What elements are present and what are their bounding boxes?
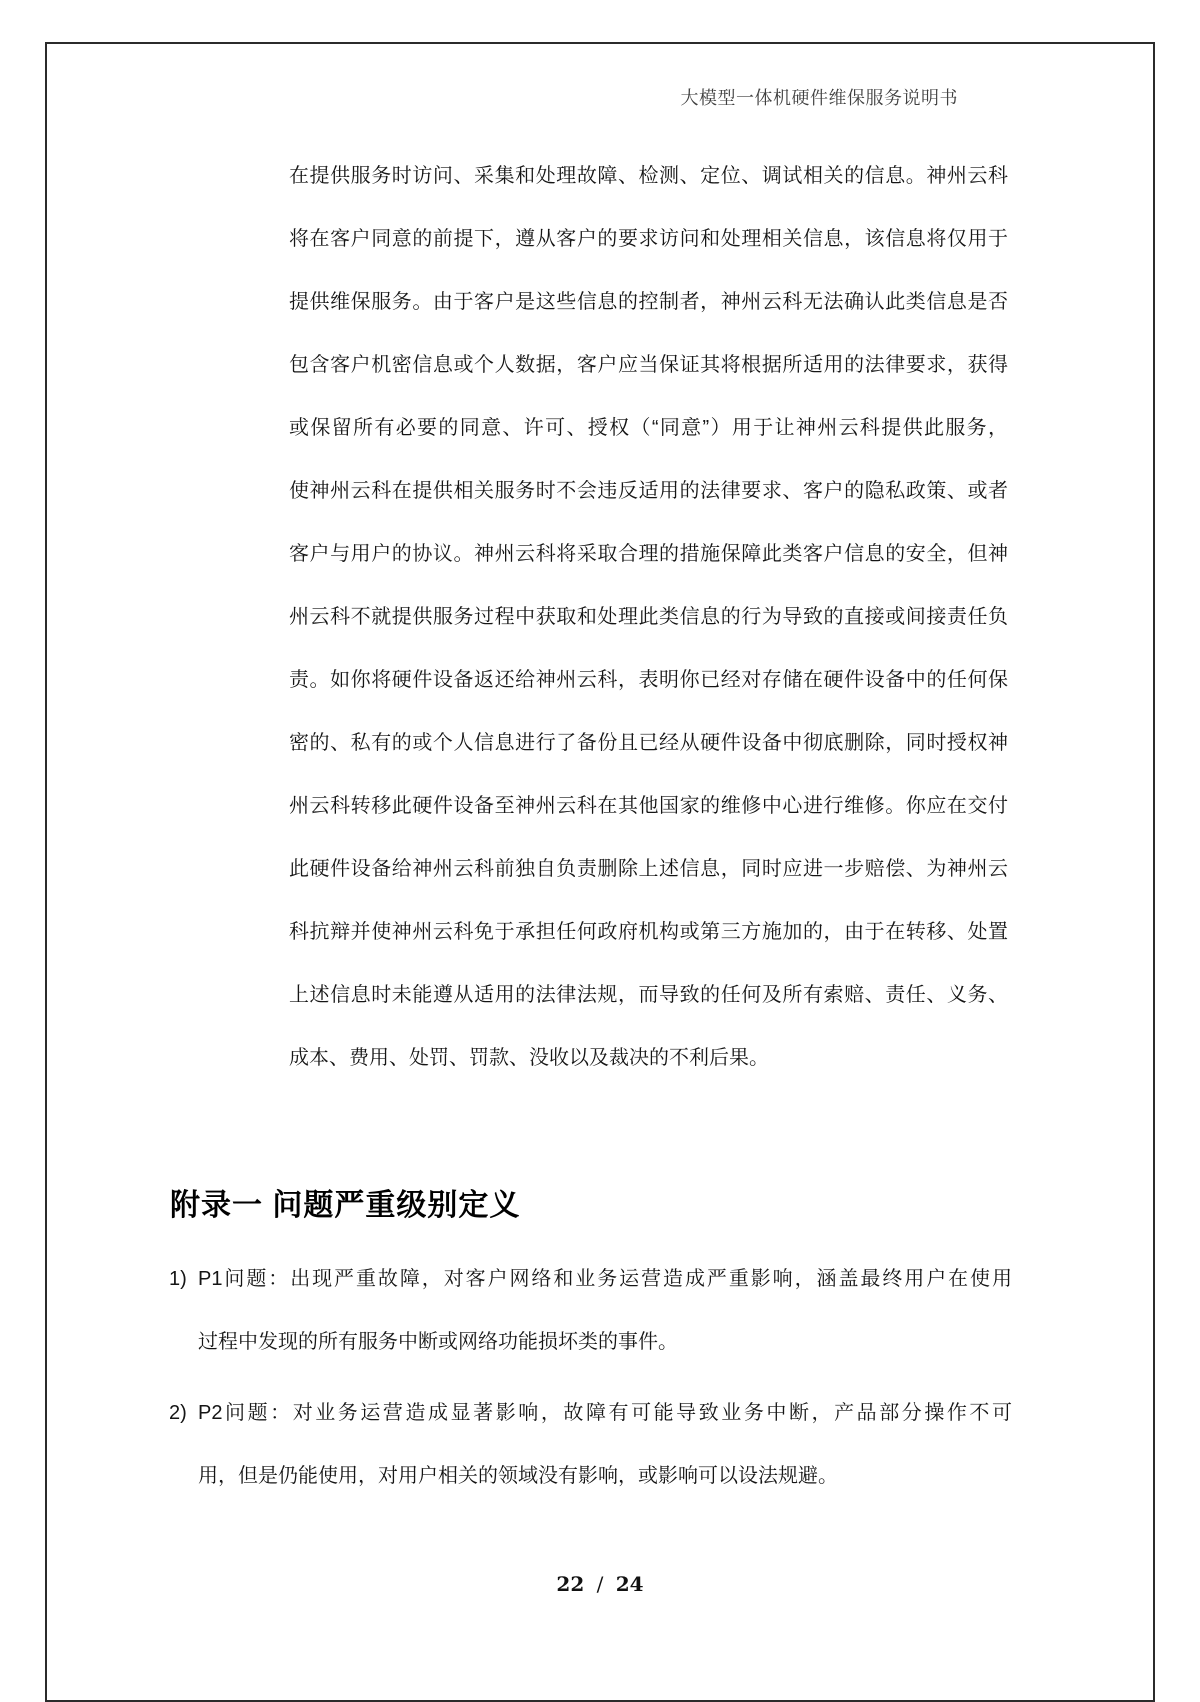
text-line: 密的、私有的或个人信息进行了备份且已经从硬件设备中彻底删除，同时授权神	[289, 732, 1008, 754]
list-item-text	[198, 1248, 1012, 1374]
text-line: 上述信息时未能遵从适用的法律法规，而导致的任何及所有索赔、责任、义务、	[289, 984, 1008, 1006]
body-paragraph	[289, 145, 1008, 1090]
page-number	[0, 1572, 1200, 1596]
text-line: 用，但是仍能使用，对用户相关的领域没有影响，或影响可以设法规避。	[198, 1465, 838, 1487]
text-line: 或保留所有必要的同意、许可、授权（“同意”）用于让神州云科提供此服务，	[289, 417, 1008, 439]
appendix-list	[169, 1248, 1012, 1516]
text-line: 州云科不就提供服务过程中获取和处理此类信息的行为导致的直接或间接责任负	[289, 606, 1008, 628]
list-item-marker: 1)	[169, 1268, 187, 1290]
text-line: 州云科转移此硬件设备至神州云科在其他国家的维修中心进行维修。你应在交付	[289, 795, 1008, 817]
text-line: 此硬件设备给神州云科前独自负责删除上述信息，同时应进一步赔偿、为神州云	[289, 858, 1008, 880]
list-item-text	[198, 1382, 1012, 1508]
text-line: P2问题：对业务运营造成显著影响，故障有可能导致业务中断，产品部分操作不可	[198, 1402, 1012, 1424]
list-item-p1	[169, 1248, 1012, 1374]
text-line: 科抗辩并使神州云科免于承担任何政府机构或第三方施加的，由于在转移、处置	[289, 921, 1008, 943]
appendix-heading: 附录一 问题严重级别定义	[170, 1189, 521, 1222]
text-line: 成本、费用、处罚、罚款、没收以及裁决的不利后果。	[289, 1047, 769, 1069]
text-line: 提供维保服务。由于客户是这些信息的控制者，神州云科无法确认此类信息是否	[289, 291, 1008, 313]
text-line: 使神州云科在提供相关服务时不会违反适用的法律要求、客户的隐私政策、或者	[289, 480, 1008, 502]
page-number-separator: /	[596, 1572, 604, 1596]
text-line: 客户与用户的协议。神州云科将采取合理的措施保障此类客户信息的安全，但神	[289, 543, 1008, 565]
text-line: 过程中发现的所有服务中断或网络功能损坏类的事件。	[198, 1331, 678, 1353]
current-page-number: 22	[556, 1572, 585, 1596]
list-item-marker: 2)	[169, 1402, 187, 1424]
text-line: 包含客户机密信息或个人数据，客户应当保证其将根据所适用的法律要求，获得	[289, 354, 1008, 376]
text-line: 将在客户同意的前提下，遵从客户的要求访问和处理相关信息，该信息将仅用于	[289, 228, 1008, 250]
text-line: 在提供服务时访问、采集和处理故障、检测、定位、调试相关的信息。神州云科	[289, 165, 1008, 187]
list-item-p2	[169, 1382, 1012, 1508]
page-header-title: 大模型一体机硬件维保服务说明书	[680, 88, 958, 108]
text-line: P1问题：出现严重故障，对客户网络和业务运营造成严重影响，涵盖最终用户在使用	[198, 1268, 1012, 1290]
text-line: 责。如你将硬件设备返还给神州云科，表明你已经对存储在硬件设备中的任何保	[289, 669, 1008, 691]
total-page-number: 24	[615, 1572, 644, 1596]
